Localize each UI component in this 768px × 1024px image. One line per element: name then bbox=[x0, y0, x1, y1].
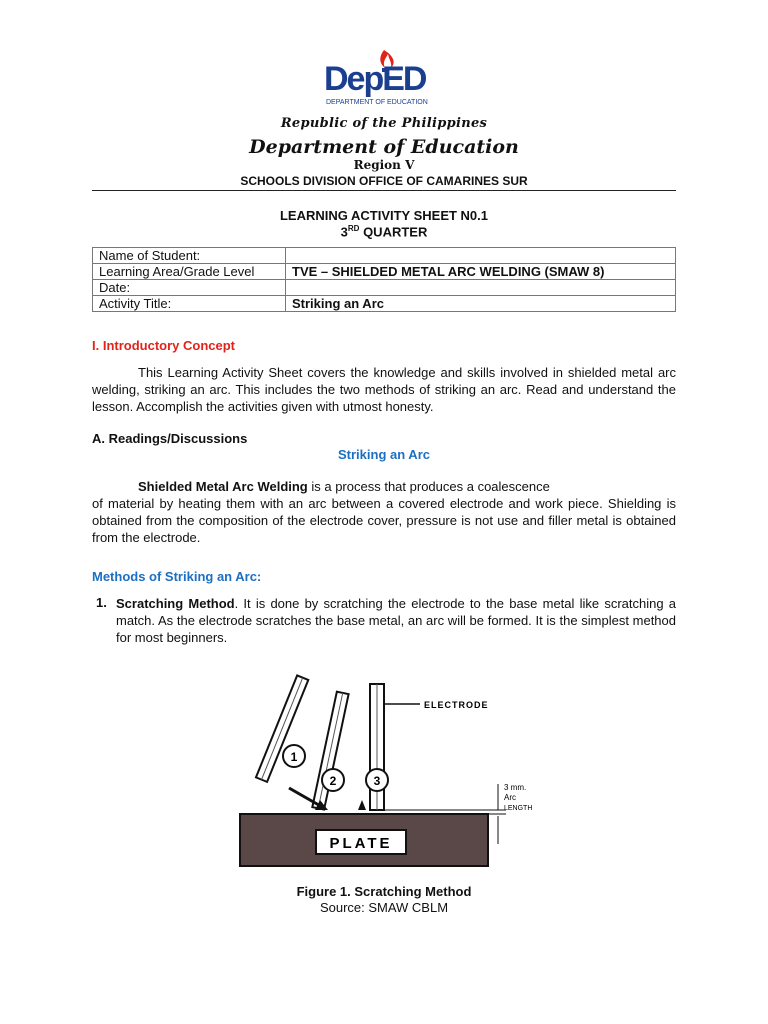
svg-text:Arc: Arc bbox=[504, 793, 516, 802]
sheet-title: LEARNING ACTIVITY SHEET N0.1 bbox=[279, 208, 489, 223]
figure-caption: Figure 1. Scratching Method bbox=[296, 884, 472, 899]
smaw-definition: Shielded Metal Arc Welding is a process that produces a coalescence of material by heating them with an arc between a covered electrode and work piece. Shielding is obtained from the composition of the electrode cover, pressure is not use and filler metal is obtained from the electrode. bbox=[92, 479, 676, 545]
svg-text:1: 1 bbox=[290, 750, 298, 764]
division-line: SCHOOLS DIVISION OFFICE OF CAMARINES SUR bbox=[240, 174, 528, 188]
table-cell-value bbox=[286, 248, 676, 264]
svg-text:3: 3 bbox=[373, 774, 381, 788]
logo-subtext: DEPARTMENT OF EDUCATION bbox=[326, 99, 428, 106]
method-term: Scratching Method bbox=[116, 596, 235, 611]
intro-paragraph: This Learning Activity Sheet covers the knowledge and skills involved in shielded metal arc welding, striking an arc. This includes the two methods of striking an arc. Read and understand the lesson. Accomplish the activities given with utmost honesty. bbox=[92, 365, 676, 414]
department-title: Department of Education bbox=[249, 136, 519, 158]
table-row bbox=[93, 280, 676, 296]
svg-text:LENGTH: LENGTH bbox=[504, 805, 533, 812]
figure-source: Source: SMAW CBLM bbox=[319, 900, 449, 915]
logo-text: DepED bbox=[324, 60, 426, 98]
deped-logo bbox=[322, 48, 452, 110]
intro-heading: I. Introductory Concept bbox=[92, 338, 235, 353]
readings-heading: A. Readings/Discussions bbox=[92, 431, 248, 446]
republic-line: Republic of the Philippines bbox=[280, 116, 488, 131]
readings-subtitle: Striking an Arc bbox=[338, 447, 430, 462]
smaw-term: Shielded Metal Arc Welding bbox=[138, 479, 308, 494]
svg-text:2: 2 bbox=[329, 774, 337, 788]
table-cell-label: Learning Area/Grade Level bbox=[93, 264, 286, 280]
list-item-number: 1. bbox=[96, 595, 107, 610]
scratching-method-figure bbox=[184, 664, 580, 874]
table-cell-value: Striking an Arc bbox=[286, 296, 676, 312]
quarter-line: 3RD QUARTER bbox=[340, 224, 428, 240]
table-cell-label: Name of Student: bbox=[93, 248, 286, 264]
student-info-table bbox=[92, 247, 676, 312]
electrode-2 bbox=[312, 692, 348, 810]
table-cell-label: Date: bbox=[93, 280, 286, 296]
list-item: Scratching Method. It is done by scratching the electrode to the base metal like scratching a match. As the electrode scratches the base metal, an arc will be formed. It is the simplest method for most beginners. bbox=[116, 596, 676, 645]
table-row bbox=[93, 264, 676, 280]
svg-text:3 mm.: 3 mm. bbox=[504, 783, 527, 792]
methods-heading: Methods of Striking an Arc: bbox=[92, 569, 262, 584]
table-row bbox=[93, 248, 676, 264]
electrode-label: ELECTRODE bbox=[424, 700, 489, 710]
table-cell-label: Activity Title: bbox=[93, 296, 286, 312]
table-row bbox=[93, 296, 676, 312]
region-line: Region V bbox=[353, 158, 415, 172]
header-divider bbox=[92, 190, 676, 191]
plate-label: PLATE bbox=[329, 835, 393, 852]
table-cell-value bbox=[286, 280, 676, 296]
table-cell-value: TVE – SHIELDED METAL ARC WELDING (SMAW 8) bbox=[286, 264, 676, 280]
